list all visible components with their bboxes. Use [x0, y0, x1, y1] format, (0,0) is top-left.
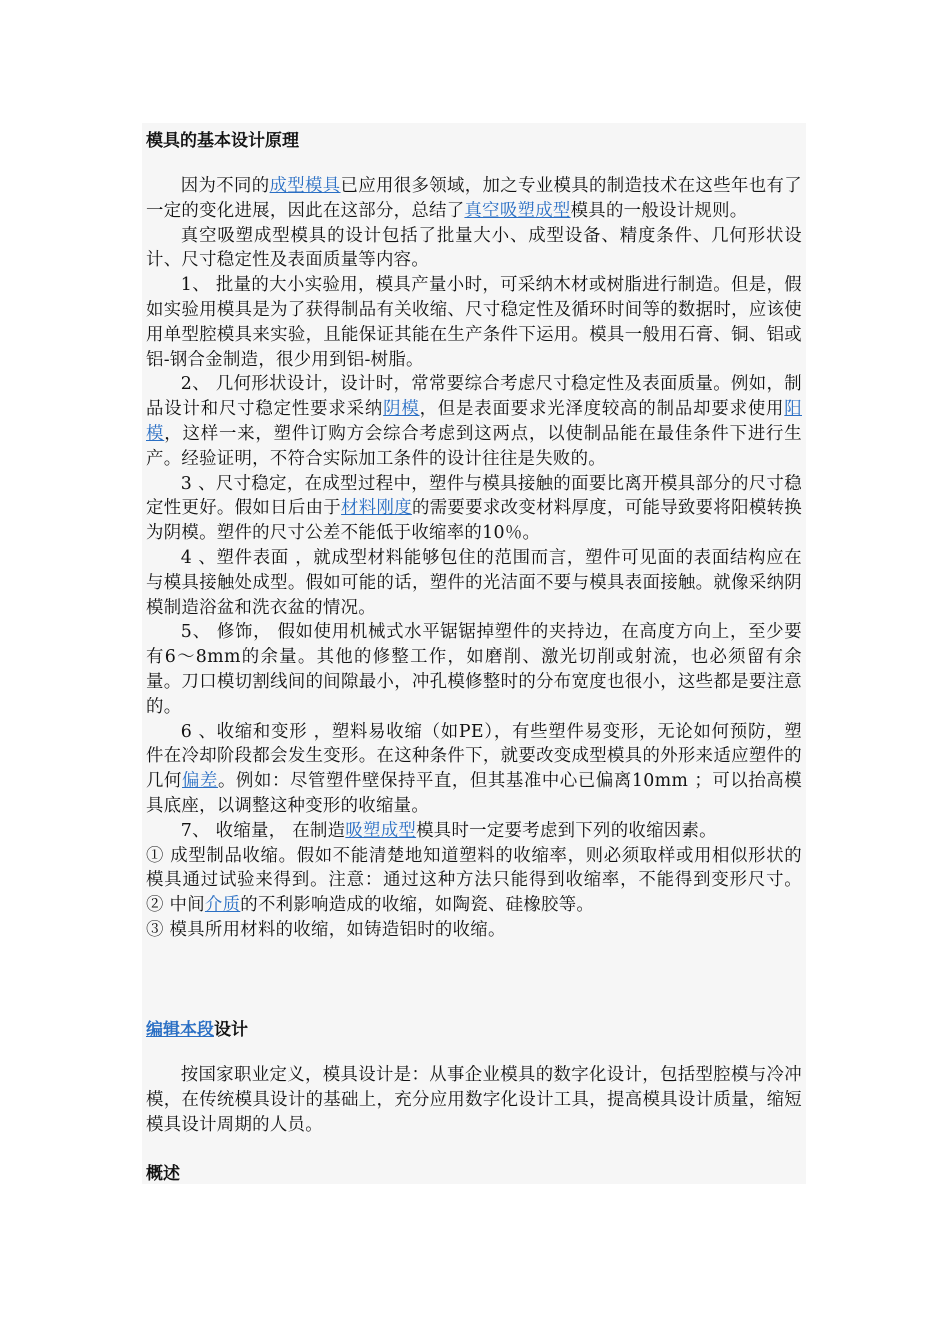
- page-title: 模具的基本设计原理: [146, 131, 299, 151]
- shrinkage-text-2: 。例如：尽管塑件壁保持平直，但其基准中心已偏离10mm ；可以抬高模具底座，以调整这种变形的收缩量。: [146, 771, 802, 816]
- intro-text-1: 因为不同的: [180, 176, 270, 196]
- surface-paragraph: 4 、塑件表面 ，就成型材料能够包住的范围而言，塑件可见面的表面结构应在与模具接触处成型。假如可能的话，塑件的光洁面不要与模具表面接触。就像采纳阴模制造浴盆和洗衣盆的情况。: [146, 547, 802, 618]
- document-body: [142, 123, 806, 1184]
- shrinkage-factors-paragraph: [146, 844, 802, 918]
- link-male-mold[interactable]: 阳模: [146, 399, 802, 444]
- section-heading-design: [146, 1018, 248, 1042]
- intro-paragraph: [146, 174, 802, 224]
- section-title-design: 设计: [214, 1020, 248, 1040]
- batch-size-paragraph: 1、 批量的大小实验用，模具产量小时，可采纳木材或树脂进行制造。但是，假如实验用模具是为了获得制品有关收缩、尺寸稳定性及循环时间等的数据时，应该使用单型腔模具来实验，且能保证其能在生产条件下运用。模具一般用石膏、铜、铝或铝-钢合金制造，很少用到铝-树脂。: [146, 275, 802, 370]
- amount-text-1: 7、 收缩量， 在制造: [180, 820, 346, 841]
- principles-content: [146, 174, 802, 943]
- amount-text-2: 模具时一定要考虑到下列的收缩因素。: [416, 820, 717, 841]
- geometry-text-2: ，但是表面要求光泽度较高的制品却要求使用: [419, 399, 785, 420]
- dimension-stability-paragraph: [146, 472, 802, 546]
- shrinkage-text-1: 6 、收缩和变形 ，塑料易收缩（如PE），有些塑件易变形，无论如何预防，塑件在冷却阶段都会发生变形。在这种条件下，就要改变成型模具的外形来适应塑件的几何: [146, 721, 802, 792]
- link-deviation[interactable]: 偏差: [182, 771, 218, 792]
- edit-section-link[interactable]: 编辑本段: [146, 1020, 214, 1040]
- geometry-text-1: 2、 几何形状设计，设计时，常常要综合考虑尺寸稳定性及表面质量。例如，制品设计和尺寸稳定性要求采纳: [146, 374, 802, 420]
- link-female-mold[interactable]: 阴模: [383, 399, 420, 420]
- mold-material-paragraph: ③ 模具所用材料的收缩，如铸造铝时的收缩。: [146, 919, 506, 940]
- link-medium[interactable]: 介质: [204, 895, 241, 916]
- section-heading-overview: 概述: [146, 1164, 180, 1184]
- stability-text-2: 的需要要求改变材料厚度，可能导致要将阳模转换为阴模。塑件的尺寸公差不能低于收缩率的10％。: [146, 498, 802, 544]
- design-content: [146, 1063, 802, 1137]
- definition-paragraph: 按国家职业定义，模具设计是：从事企业模具的数字化设计，包括型腔模与冷冲模，在传统模具设计的基础上，充分应用数字化设计工具，提高模具设计质量，缩短模具设计周期的人员。: [146, 1065, 802, 1135]
- stability-text-1: 3 、尺寸稳定，在成型过程中，塑件与模具接触的面要比离开模具部分的尺寸稳定性更好。假如日后由于: [146, 473, 802, 519]
- geometry-paragraph: [146, 372, 802, 471]
- intro-text-2: 已应用很多领域，加之专业模具的制造技术在这些年也有了一定的变化进展，因此在这部分，总结了: [146, 176, 802, 221]
- design-scope-paragraph: 真空吸塑成型模具的设计包括了批量大小、成型设备、精度条件、几何形状设计、尺寸稳定性及表面质量等内容。: [146, 225, 802, 271]
- link-blister-forming[interactable]: 吸塑成型: [345, 820, 417, 841]
- trimming-paragraph: 5、 修饰， 假如使用机械式水平锯锯掉塑件的夹持边，在高度方向上，至少要有6～8mm的余量。其他的修整工作，如磨削、激光切削或射流，也必须留有余量。刀口模切割线间的间隙最小，冲孔模修整时的分布宽度也很小，这些都是要注意的。: [146, 622, 802, 717]
- factors-text-1: ① 成型制品收缩。假如不能清楚地知道塑料的收缩率，则必须取样或用相似形状的模具通过试验来得到。注意：通过这种方法只能得到收缩率，不能得到变形尺寸。 ② 中间: [146, 845, 802, 916]
- link-forming-mold[interactable]: 成型模具: [269, 176, 341, 196]
- shrinkage-amount-paragraph: [146, 819, 802, 844]
- geometry-text-3: ，这样一来，塑件订购方会综合考虑到这两点，以使制品能在最佳条件下进行生产。经验证明，不符合实际加工条件的设计往往是失败的。: [146, 423, 802, 469]
- intro-text-3: 模具的一般设计规则。: [570, 200, 748, 221]
- link-vacuum-forming[interactable]: 真空吸塑成型: [464, 200, 571, 221]
- link-material-stiffness[interactable]: 材料刚度: [341, 498, 412, 519]
- shrinkage-deformation-paragraph: [146, 720, 802, 819]
- factors-text-2: 的不利影响造成的收缩，如陶瓷、硅橡胶等。: [240, 895, 595, 916]
